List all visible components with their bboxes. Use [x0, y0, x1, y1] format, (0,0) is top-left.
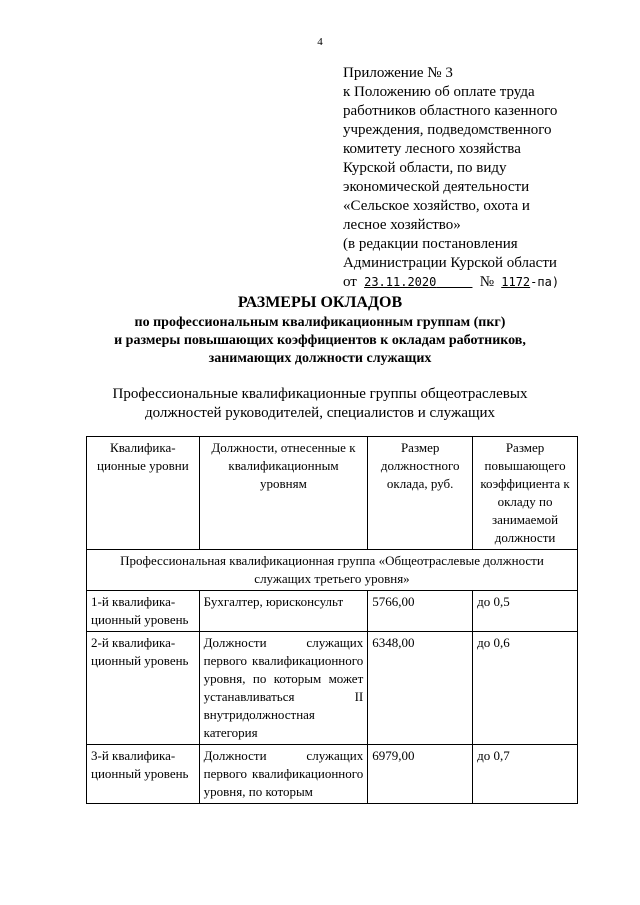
appendix-line: учреждения, подведомственного	[343, 122, 552, 138]
document-subtitle	[0, 314, 640, 368]
cell-salary: 5766,00	[368, 591, 473, 632]
table-row	[87, 591, 578, 632]
resolution-number: 1172	[501, 275, 531, 289]
cell-salary: 6348,00	[368, 632, 473, 745]
table-row	[87, 632, 578, 745]
header-levels: Квалифика-ционные уровни	[87, 437, 200, 550]
cell-coefficient: до 0,7	[473, 745, 578, 804]
cell-positions: Должности служащих первого квалификационного уровня, по которым может устанавливаться II внутридолжностная категория	[199, 632, 368, 745]
subtitle-line: и размеры повышающих коэффициентов к окладам работников,	[114, 333, 526, 348]
header-coefficient: Размер повышающего коэффициента к окладу по занимаемой должности	[473, 437, 578, 550]
appendix-line: работников областного казенного	[343, 103, 558, 119]
appendix-line: (в редакции постановления	[343, 236, 518, 252]
number-label: №	[479, 274, 495, 290]
cell-positions: Бухгалтер, юрисконсульт	[199, 591, 368, 632]
group-title: Профессиональная квалификационная группа «Общеотраслевые должности служащих третьего уровня»	[87, 550, 578, 591]
appendix-line: Приложение № 3	[343, 65, 453, 81]
cell-level: 3-й квалифика-ционный уровень	[87, 745, 200, 804]
table-header-row	[87, 437, 578, 550]
appendix-line: Администрации Курской области	[343, 255, 557, 271]
section-line: Профессиональные квалификационные группы общеотраслевых	[112, 386, 528, 402]
group-row	[87, 550, 578, 591]
appendix-line: к Положению об оплате труда	[343, 84, 535, 100]
cell-level: 1-й квалифика-ционный уровень	[87, 591, 200, 632]
cell-salary: 6979,00	[368, 745, 473, 804]
subtitle-line: по профессиональным квалификационным группам (пкг)	[134, 315, 506, 330]
appendix-block	[343, 64, 583, 292]
table-row	[87, 745, 578, 804]
page-number: 4	[317, 36, 323, 48]
appendix-line: лесное хозяйство»	[343, 217, 461, 233]
section-title	[0, 385, 640, 423]
resolution-date-line	[343, 273, 583, 292]
salary-table	[86, 436, 578, 804]
cell-coefficient: до 0,5	[473, 591, 578, 632]
cell-coefficient: до 0,6	[473, 632, 578, 745]
from-label: от	[343, 274, 357, 290]
header-salary: Размер должностного оклада, руб.	[368, 437, 473, 550]
resolution-number-suffix: -па)	[530, 275, 560, 289]
resolution-date: 23.11.2020	[364, 275, 437, 289]
cell-positions: Должности служащих первого квалификационного уровня, по которым	[199, 745, 368, 804]
appendix-line: «Сельское хозяйство, охота и	[343, 198, 530, 214]
appendix-line: комитету лесного хозяйства	[343, 141, 521, 157]
appendix-line: Курской области, по виду	[343, 160, 507, 176]
cell-level: 2-й квалифика-ционный уровень	[87, 632, 200, 745]
header-positions: Должности, отнесенные к квалификационным уровням	[199, 437, 368, 550]
appendix-line: экономической деятельности	[343, 179, 530, 195]
document-title: РАЗМЕРЫ ОКЛАДОВ	[237, 294, 403, 311]
subtitle-line: занимающих должности служащих	[208, 351, 432, 366]
section-line: должностей руководителей, специалистов и служащих	[144, 405, 496, 421]
